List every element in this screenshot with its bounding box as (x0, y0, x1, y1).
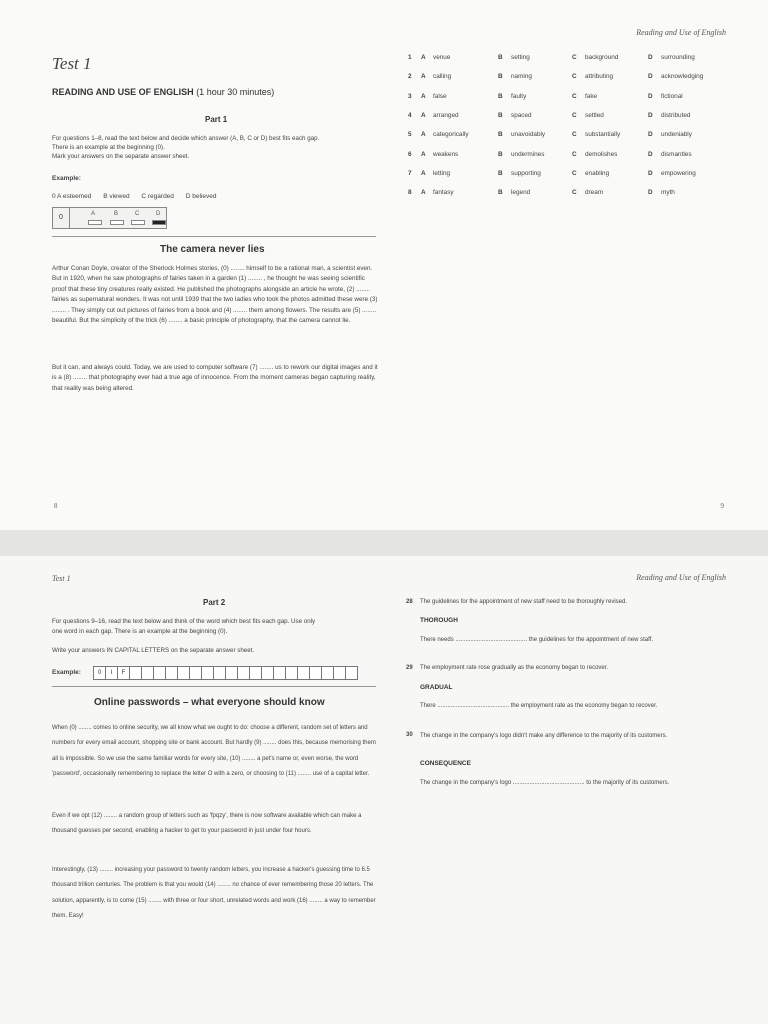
story-paragraph-3: Interestingly, (13) ........ increasing your password to twenty random letters, you increase a hacker's guessing time to 6.5 thousand trillion centuries. The problem is that you would (14) ........ no chance of ever remembering those 20 letters. The solution, apparently, is to come (15) ........ with three or four short, unrelated words and work (16) ........ a way to remember them. Easy! (52, 867, 376, 919)
story-paragraph-2: Even if we opt (12) ........ a random group of letters such as 'fpqzy', there is now software available which can make a thousand guesses per second, enabling a hacker to get to your password in just under four hours. (52, 813, 362, 835)
answer-bubble-a (88, 220, 102, 225)
story-title: Online passwords – what everyone should know (94, 697, 325, 708)
story-paragraph-1: Arthur Conan Doyle, creator of the Sherlock Holmes stories, (0) ........ himself to be a rational man, a scientist even. But in 1920, when he saw photographs of fairies taken in a garden (1) ........ , he thought he was seeing scientific proof that these tiny creatures really existed. He published the photographs alongside an article he wrote, (2) ........ fairies as supernatural wonders. It was not until 1939 that the two ladies who took the photos admitted these were (3) ........ . They simply cut out pictures of fairies from a book and (4) ........ them among flowers. The results are (5) ........ beautiful. But the simplicity of the trick (6) ........ a basic principle of photography, that the camera cannot lie. (52, 265, 378, 325)
item-sentence: The employment rate rose gradually as the economy began to recover. (420, 665, 609, 671)
bottom-spread (0, 556, 768, 1024)
item-keyword: THOROUGH (420, 617, 458, 624)
page-number: 9 (720, 502, 724, 510)
divider (52, 686, 376, 687)
example-label: Example: (52, 175, 81, 182)
answer-bubble-b (110, 220, 124, 225)
page-11 (384, 556, 768, 1024)
running-head: Test 1 (52, 574, 71, 583)
answer-letter-d: D (156, 211, 161, 217)
example-label: Example: (52, 669, 81, 676)
test-title: Test 1 (52, 54, 92, 73)
answer-bubble-c (131, 220, 145, 225)
answer-cell: 0 (93, 666, 106, 680)
divider (52, 236, 376, 237)
story-paragraph-1: When (0) ........ comes to online security, we all know what we ought to do: choose a different, random set of letters and numbers for every email account, shopping site or bank account. But hardly (9) ........ does this, because memorising them all is impossible. So we use the same familiar words for every site, (10) ........ a pet's name or, even worse, the word 'password', occasionally remembering to replace the letter O with a zero, or choosing to (11) ........ use of a capital letter. (52, 725, 376, 777)
example-answer-box (52, 207, 167, 229)
item-sentence: The change in the company's logo didn't make any difference to the majority of its customers. (420, 733, 668, 739)
item-keyword: GRADUAL (420, 684, 453, 691)
answer-box-number: 0 (53, 208, 70, 228)
page-number: 8 (54, 502, 58, 510)
top-spread: Test 1 READING AND USE OF ENGLISH (1 hour 30 minutes) Part 1 For questions 1–8, read the text below and decide which answer (A, B, C or D) best fits each gap. There is an example at the beginning (0). Mark your answers on the separate answer sheet. Example: 0 A esteemed B viewed C regarded D believed 0 A B C D The camera never lies Arthur Conan Doyle, creator of the Sherlock Holmes stories, (0) ........ himself to be a rational man, a scientist even. But in 1920, when he saw photographs of fairies taken in a garden (1) ........ , he thought he was seeing scientific proof that these tiny creatures really existed. He published the photographs alongside an article he wrote, (2) ........ fairies as supernatural wonders. It was not until 1939 that the two ladies who took the photos admitted these were (3) ........ . They simply cut out pictures of fairies from a book and (4) ........ them among flowers. The results are (5) ........ beautiful. But the simplicity of the trick (6) ........ a basic principle of photography, that the camera cannot lie. But it can, and always could. Today, we are used to computer software (7) ........ us to rework our digital images and it is a (8) ........ that photography ever had a true age of innocence. From the moment cameras began capturing reality, that reality was being altered. 8 Reading and Use of English 9 1 A venue B setting C background D surrounding 2 A calling B naming C attributing D acknowledging 3 A false B faulty C fake D fictional 4 A arranged B spaced C settled D distributed 5 A categorically B unavoidably C substantially D undeniably 6 A weakens B undermines C demolishes D dismantles 7 A letting B supporting C enabling D empowering 8 A fantasy B legend C dream D myth (0, 0, 768, 530)
part-2-heading: Part 2 (203, 598, 226, 607)
item-answer-line: The change in the company's logo ........................................... to the majority of its customers. (420, 780, 670, 786)
page-10 (0, 556, 384, 1024)
item-answer-line: There needs ........................................... the guidelines for the appointment of new staff. (420, 637, 654, 643)
answer-cell: I (105, 666, 118, 680)
answer-cell: F (117, 666, 130, 680)
part-1-heading: Part 1 (205, 115, 228, 124)
example-options: 0 A esteemed B viewed C regarded D believed (52, 193, 217, 200)
answer-letter-c: C (135, 211, 140, 217)
item-answer-line: There ........................................... the employment rate as the economy began to recover. (420, 703, 658, 709)
answer-letter-b: B (114, 211, 119, 217)
page-8 (0, 0, 384, 530)
answer-cell (345, 666, 358, 680)
section-title: READING AND USE OF ENGLISH (1 hour 30 minutes) (52, 87, 275, 97)
item-number: 30 (406, 732, 413, 738)
item-number: 28 (406, 599, 413, 605)
running-head: Reading and Use of English (636, 573, 726, 582)
item-sentence: The guidelines for the appointment of new staff need to be thoroughly revised. (420, 599, 628, 605)
write-instruction: Write your answers IN CAPITAL LETTERS on the separate answer sheet. (52, 647, 255, 654)
part-1-instructions: For questions 1–8, read the text below and decide which answer (A, B, C or D) best fits each gap. There is an example at the beginning (0). Mark your answers on the separate answer sheet. (52, 135, 320, 160)
story-title: The camera never lies (160, 244, 265, 255)
answer-bubble-d-selected (152, 220, 166, 225)
answer-letter-a: A (91, 211, 96, 217)
item-keyword: CONSEQUENCE (420, 760, 471, 767)
page-gap (0, 530, 768, 556)
part-2-instructions: For questions 9–16, read the text below and think of the word which best fits each gap. Use only one word in each gap. There is an example at the beginning (0). (52, 618, 316, 635)
story-paragraph-2: But it can, and always could. Today, we are used to computer software (7) ........ us to rework our digital images and it is a (8) ........ that photography ever had a true age of innocence. From the moment cameras began capturing reality, that reality was being altered. (52, 364, 378, 392)
running-head: Reading and Use of English (636, 28, 726, 37)
item-number: 29 (406, 665, 413, 671)
